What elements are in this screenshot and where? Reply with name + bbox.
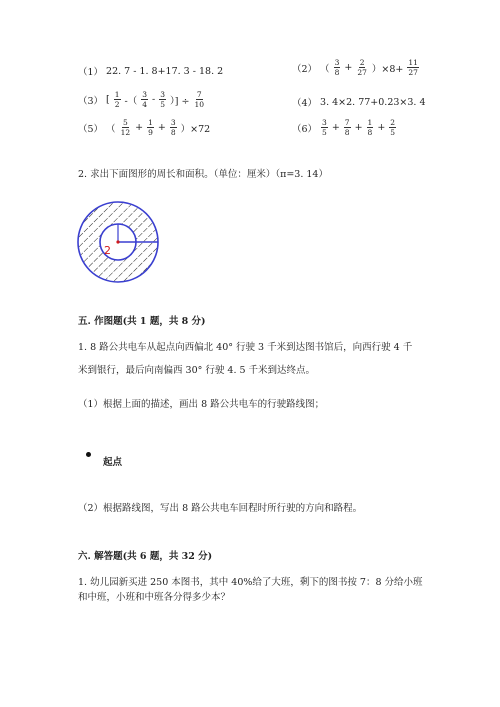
- question-6-1-line-1: 1. 幼儿园新买进 250 本图书，其中 40%给了大班，剩下的图书按 7：8 分给小班: [78, 577, 423, 588]
- center-dot: [116, 240, 119, 243]
- fraction: [344, 118, 351, 137]
- fraction: [114, 90, 121, 109]
- section-5-title: 五. 作图题(共 1 题，共 8 分): [78, 316, 206, 327]
- question-5-1-part-2: （2）根据路线图，写出 8 路公共电车回程时所行驶的方向和路程。: [78, 503, 363, 514]
- question-5-1-part-1: （1）根据上面的描述，画出 8 路公共电车的行驶路线图；: [78, 399, 325, 410]
- fraction: [389, 118, 396, 137]
- fraction: [193, 90, 205, 109]
- operator: -（: [124, 95, 138, 107]
- fraction: [321, 118, 328, 137]
- numerator: 3: [322, 118, 327, 127]
- denominator: 9: [148, 128, 153, 137]
- section-6-title: 六. 解答题(共 6 题，共 32 分): [78, 551, 213, 562]
- question-5-1-line-1: 1. 8 路公共电车从起点向西偏北 40° 行驶 3 千米到达图书馆后，向西行驶 4 千: [78, 342, 413, 353]
- problem-4-expression: 3. 4×2. 77+0.23×3. 4: [320, 96, 426, 108]
- fraction: [170, 118, 177, 137]
- fraction: [120, 118, 132, 137]
- problem-5-index: （5）: [78, 123, 104, 135]
- numerator: 3: [170, 118, 176, 127]
- numerator: 1: [148, 118, 153, 127]
- paren-open: （: [320, 63, 330, 75]
- problem-3: [78, 90, 206, 109]
- numerator: 2: [390, 118, 396, 127]
- denominator: 27: [408, 68, 418, 77]
- numerator: 2: [359, 58, 365, 67]
- numerator: 3: [142, 90, 148, 99]
- problem-1-expression: 22. 7 - 1. 8+17. 3 - 18. 2: [106, 65, 224, 77]
- start-point-label: 起点: [103, 457, 123, 468]
- operator: ）] ÷: [170, 95, 190, 107]
- problem-5: [78, 118, 210, 137]
- numerator: 7: [196, 90, 202, 99]
- operator: +: [377, 122, 386, 133]
- problem-1-index: （1）: [78, 67, 104, 78]
- problem-2-index: （2）: [292, 63, 318, 75]
- denominator: 8: [170, 128, 176, 137]
- denominator: 8: [367, 128, 373, 137]
- numerator: 11: [408, 58, 418, 67]
- problem-1: [78, 64, 223, 78]
- problem-4: [292, 95, 426, 109]
- ring-figure: [76, 200, 160, 284]
- operator: +: [331, 122, 340, 133]
- numerator: 1: [367, 118, 373, 127]
- denominator: 8: [334, 68, 340, 77]
- denominator: 8: [344, 128, 350, 137]
- fraction: [159, 90, 166, 109]
- denominator: 10: [194, 100, 205, 109]
- fraction: [356, 58, 368, 77]
- denominator: 4: [142, 100, 148, 109]
- question-2: 2. 求出下面图形的周长和面积。（单位：厘米）（π=3. 14）: [78, 169, 328, 180]
- bracket-open: [: [106, 94, 110, 105]
- operator: ）×72: [180, 123, 211, 135]
- operator: +: [344, 62, 353, 73]
- denominator: 27: [357, 68, 367, 77]
- fraction: [141, 90, 148, 109]
- fraction: [367, 118, 374, 137]
- start-point-dot: [86, 452, 91, 457]
- operator: +: [354, 122, 363, 133]
- problem-6: [292, 118, 397, 137]
- numerator: 3: [334, 58, 340, 67]
- question-6-1-line-2: 和中班，小班和中班各分得多少本？: [78, 592, 231, 603]
- fraction: [334, 58, 341, 77]
- numerator: 3: [160, 90, 166, 99]
- operator: +: [157, 122, 166, 133]
- fraction: [407, 58, 419, 77]
- denominator: 2: [114, 100, 120, 109]
- numerator: 1: [114, 90, 120, 99]
- operator: ）×8+: [371, 63, 404, 75]
- denominator: 12: [120, 128, 131, 137]
- operator: -: [152, 94, 156, 105]
- numerator: 7: [344, 118, 350, 127]
- denominator: 5: [160, 100, 166, 109]
- denominator: 5: [322, 128, 327, 137]
- problem-6-index: （6）: [292, 123, 318, 135]
- paren-open: （: [106, 123, 116, 135]
- operator: +: [135, 122, 144, 133]
- problem-2: [292, 58, 420, 77]
- problem-4-index: （4）: [292, 98, 318, 109]
- problem-3-index: （3）: [78, 95, 104, 107]
- numerator: 5: [122, 118, 128, 127]
- fraction: [147, 118, 154, 137]
- denominator: 5: [390, 128, 396, 137]
- question-5-1-line-2: 米到银行，最后向南偏西 30° 行驶 4. 5 千米到达终点。: [78, 365, 316, 376]
- dimension-label: 2: [104, 244, 111, 257]
